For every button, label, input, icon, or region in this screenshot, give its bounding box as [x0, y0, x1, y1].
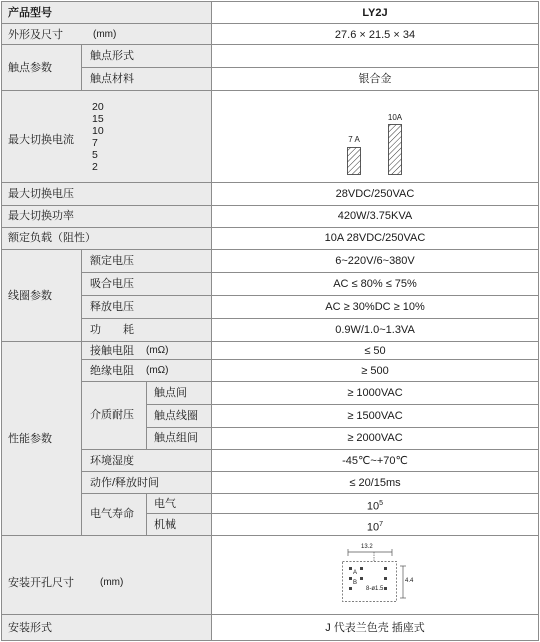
install-label: 安装形式: [8, 622, 52, 634]
insulation-resistance-label: 绝缘电阻: [90, 365, 134, 377]
current-chart: [348, 125, 402, 175]
dielectric-contacts-label: 触点间: [154, 387, 187, 399]
coil-rated-voltage-value: 6~220V/6~380V: [335, 255, 415, 267]
dimensions-label: 外形及尺寸: [8, 29, 63, 41]
humidity-label: 环境湿度: [90, 455, 134, 467]
life-mechanical-label: 机械: [154, 519, 176, 531]
y-tick-15: 15: [92, 113, 104, 125]
coil-release-voltage-label: 释放电压: [90, 301, 134, 313]
contact-material-value: 银合金: [358, 73, 392, 85]
operate-time-value: ≤ 20/15ms: [349, 477, 401, 489]
coil-group-label: 线圈参数: [8, 290, 52, 302]
rated-load-value: 10A 28VDC/250VAC: [324, 232, 426, 244]
contact-resistance-value: ≤ 50: [364, 345, 386, 357]
max-current-label: 最大切换电流: [8, 134, 74, 146]
y-tick-10: 10: [92, 125, 104, 137]
coil-rated-voltage-label: 额定电压: [90, 255, 134, 267]
coil-power-value: 0.9W/1.0~1.3VA: [335, 324, 415, 336]
dielectric-contact-groups-label: 触点组间: [154, 432, 198, 444]
max-power-label: 最大切换功率: [8, 210, 74, 222]
max-voltage-value: 28VDC/250VAC: [335, 188, 415, 200]
model-value: LY2J: [362, 7, 388, 19]
dielectric-contact-groups-value: ≥ 2000VAC: [347, 432, 403, 444]
mounting-pin-a: A: [353, 570, 358, 576]
y-tick-7: 7: [92, 137, 98, 149]
dielectric-label: 介质耐压: [90, 409, 134, 421]
dielectric-contacts-value: ≥ 1000VAC: [347, 387, 403, 399]
coil-pickup-voltage-label: 吸合电压: [90, 278, 134, 290]
mounting-pin-pitch: 4.4: [405, 578, 414, 584]
y-tick-2: 2: [92, 161, 98, 173]
mounting-hole-unit: (mm): [100, 577, 124, 588]
contact-group-label: 触点参数: [8, 62, 52, 74]
bar-label-10A: 10A: [387, 113, 403, 122]
coil-power-label: 功 耗: [90, 324, 134, 336]
operate-time-label: 动作/释放时间: [90, 477, 160, 489]
life-mechanical-exponent: 7: [379, 521, 384, 528]
insulation-resistance-unit: (mΩ): [146, 365, 169, 376]
mounting-pin-b: B: [353, 580, 358, 586]
life-label: 电气寿命: [90, 508, 134, 520]
dimensions-value: 27.6 × 21.5 × 34: [334, 29, 416, 41]
install-value: J 代表兰色壳 插座式: [325, 622, 425, 634]
mounting-width-dim: 13.2: [361, 544, 373, 550]
max-voltage-label: 最大切换电压: [8, 188, 74, 200]
dielectric-contact-coil-label: 触点线圈: [154, 410, 198, 422]
life-mechanical-value: $10^7$: [366, 521, 384, 534]
bar-label-7A: 7 A: [348, 135, 360, 144]
coil-release-voltage-value: AC ≥ 30%DC ≥ 10%: [325, 301, 425, 313]
mounting-hole-label: 安装开孔尺寸: [8, 577, 74, 589]
y-tick-20: 20: [92, 101, 104, 113]
contact-resistance-label: 接触电阻: [90, 345, 134, 357]
contact-form-label: 触点形式: [90, 50, 134, 62]
max-power-value: 420W/3.75KVA: [337, 210, 413, 222]
performance-group-label: 性能参数: [8, 433, 52, 445]
life-electrical-exponent: 5: [379, 500, 384, 507]
contact-resistance-unit: (mΩ): [146, 345, 169, 356]
y-tick-5: 5: [92, 149, 98, 161]
life-electrical-value: $10^5$: [366, 500, 384, 513]
rated-load-label: 额定负载（阻性）: [8, 232, 96, 244]
bar-10A: [389, 125, 402, 175]
life-electrical-label: 电气: [154, 498, 176, 510]
shaded-label-cells: [2, 2, 211, 640]
dielectric-contact-coil-value: ≥ 1500VAC: [347, 410, 403, 422]
humidity-value: -45℃~+70℃: [342, 455, 408, 467]
contact-material-label: 触点材料: [90, 73, 134, 85]
model-label: 产品型号: [8, 7, 52, 19]
insulation-resistance-value: ≥ 500: [361, 365, 389, 377]
dimensions-unit: (mm): [93, 29, 117, 40]
coil-pickup-voltage-value: AC ≤ 80% ≤ 75%: [333, 278, 417, 290]
mounting-hole-dim: 8-ø1.5: [366, 586, 384, 592]
bar-7A: [348, 148, 361, 175]
